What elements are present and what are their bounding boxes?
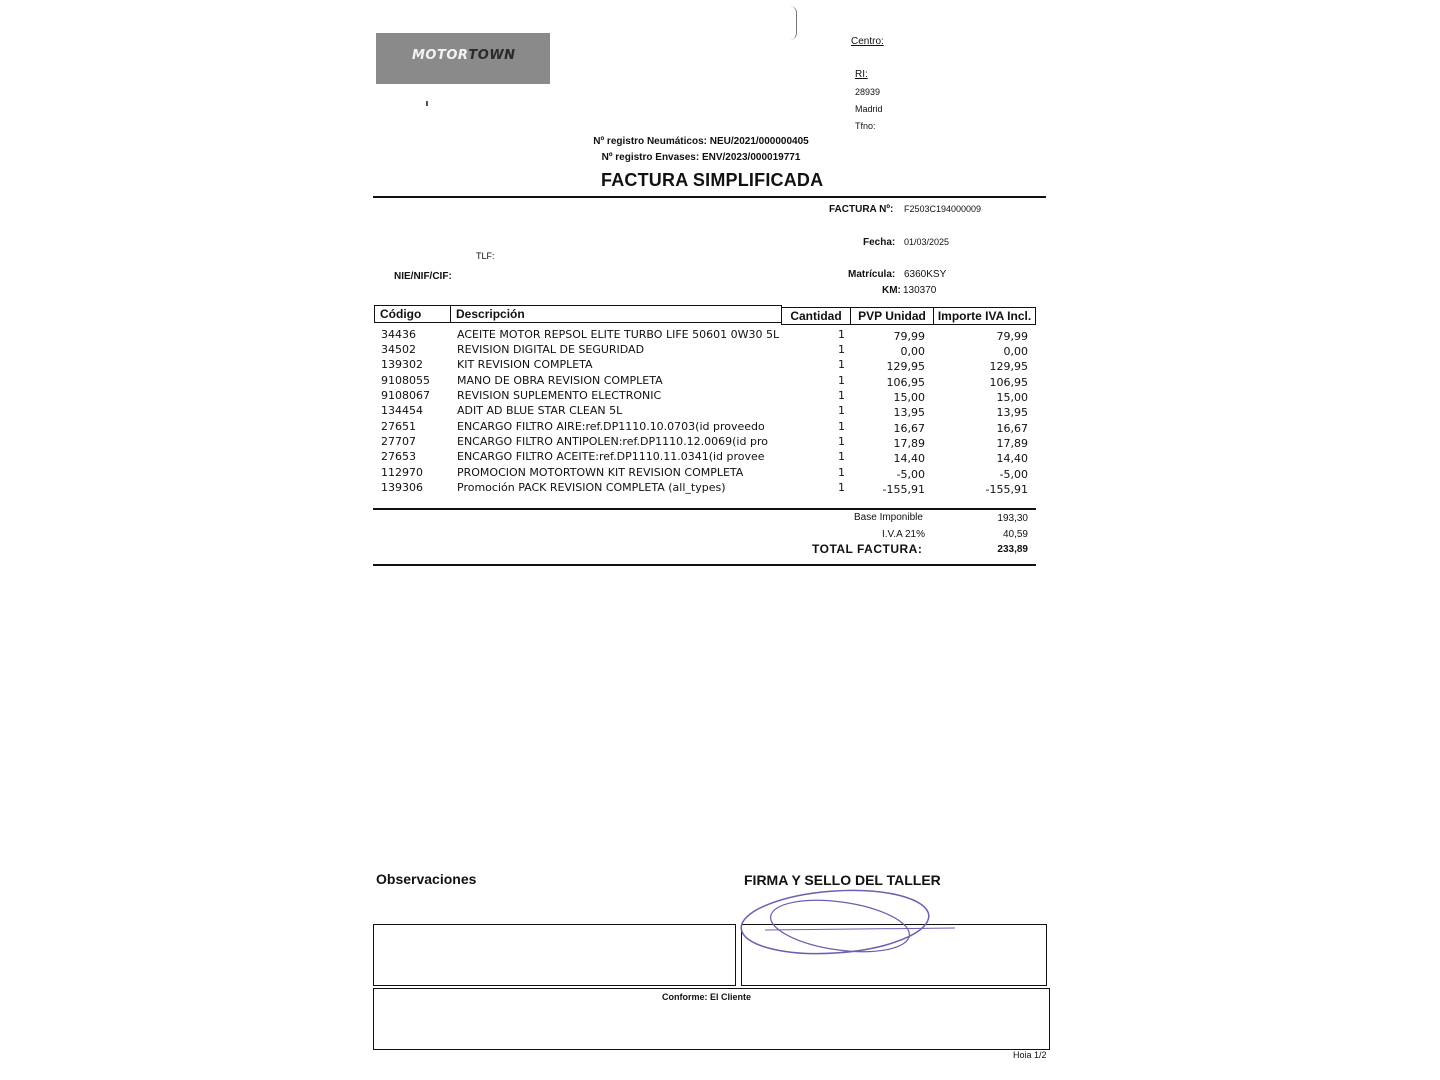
cell-pvp: 16,67 <box>893 422 925 435</box>
phone-label: Tfno: <box>855 121 876 131</box>
cell-pvp: -155,91 <box>882 483 925 496</box>
nif-label: NIE/NIF/CIF: <box>394 271 452 282</box>
table-row <box>380 435 1030 450</box>
cell-code: 9108055 <box>381 374 430 387</box>
cell-qty: 1 <box>838 358 845 371</box>
tlf-label: TLF: <box>476 251 495 261</box>
cell-qty: 1 <box>838 343 845 356</box>
page-title: FACTURA SIMPLIFICADA <box>601 170 824 190</box>
page-number: Hoia 1/2 <box>1013 1050 1047 1060</box>
cell-pvp: 15,00 <box>893 391 925 404</box>
plate-label: Matrícula: <box>848 269 896 280</box>
cell-desc: ACEITE MOTOR REPSOL ELITE TURBO LIFE 50601 0W30 5L <box>457 328 780 341</box>
city: Madrid <box>855 104 883 114</box>
cell-code: 9108067 <box>381 389 430 402</box>
motortown-logo <box>376 33 550 84</box>
cell-code: 27653 <box>381 450 416 463</box>
table-bottom-divider <box>373 508 1036 510</box>
cell-qty: 1 <box>838 389 845 402</box>
cell-importe: 17,89 <box>996 437 1028 450</box>
km-value: 130370 <box>903 285 937 296</box>
cell-importe: 14,40 <box>996 452 1028 465</box>
invoice-date: 01/03/2025 <box>904 237 950 247</box>
table-row <box>380 420 1030 435</box>
cell-code: 34502 <box>381 343 416 356</box>
cell-code: 27651 <box>381 420 416 433</box>
postal-code: 28939 <box>855 87 881 97</box>
cell-importe: 79,99 <box>996 330 1028 343</box>
table-row <box>380 358 1030 373</box>
ri-label: RI: <box>855 69 868 80</box>
cell-code: 27707 <box>381 435 416 448</box>
header-divider <box>373 196 1046 198</box>
cell-qty: 1 <box>838 481 845 494</box>
cell-desc: PROMOCION MOTORTOWN KIT REVISION COMPLETA <box>457 466 744 479</box>
cell-desc: ENCARGO FILTRO AIRE:ref.DP1110.10.0703(id proveedo <box>457 420 765 433</box>
signature-icon <box>735 884 975 964</box>
cell-pvp: 14,40 <box>893 452 925 465</box>
observaciones-label: Observaciones <box>376 871 477 887</box>
table-row <box>380 481 1030 496</box>
total-value: 233,89 <box>997 544 1028 555</box>
cell-qty: 1 <box>838 328 845 341</box>
cell-code: 139306 <box>381 481 423 494</box>
cell-desc: REVISION SUPLEMENTO ELECTRONIC <box>457 389 662 402</box>
table-row <box>380 404 1030 419</box>
cell-importe: 129,95 <box>989 360 1028 373</box>
registro-neumaticos: Nº registro Neumáticos: NEU/2021/000000405 <box>593 136 809 147</box>
header-quantity: Cantidad <box>781 307 851 325</box>
iva-label: I.V.A 21% <box>882 529 925 540</box>
base-label: Base Imponible <box>854 512 923 523</box>
observaciones-box <box>373 924 736 986</box>
conforme-box <box>373 988 1050 1050</box>
scan-mark <box>426 101 428 106</box>
cell-desc: ADIT AD BLUE STAR CLEAN 5L <box>457 404 623 417</box>
registro-envases: Nº registro Envases: ENV/2023/000019771 <box>601 152 801 163</box>
cell-desc: Promoción PACK REVISION COMPLETA (all_types) <box>457 481 726 494</box>
cell-pvp: 106,95 <box>886 376 925 389</box>
cell-code: 112970 <box>381 466 423 479</box>
cell-code: 139302 <box>381 358 423 371</box>
cell-qty: 1 <box>838 450 845 463</box>
table-row <box>380 343 1030 358</box>
plate-value: 6360KSY <box>904 269 947 280</box>
cell-desc: KIT REVISION COMPLETA <box>457 358 593 371</box>
table-row <box>380 328 1030 343</box>
firma-label: FIRMA Y SELLO DEL TALLER <box>744 872 941 888</box>
km-label: KM: <box>882 285 901 296</box>
cell-importe: -5,00 <box>999 468 1028 481</box>
table-row <box>380 389 1030 404</box>
cell-desc: ENCARGO FILTRO ACEITE:ref.DP1110.11.0341(id provee <box>457 450 765 463</box>
scan-mark <box>790 6 797 40</box>
conforme-label: Conforme: El Cliente <box>662 992 752 1002</box>
cell-importe: 15,00 <box>996 391 1028 404</box>
cell-qty: 1 <box>838 435 845 448</box>
invoice-number-label: FACTURA Nº: <box>829 204 894 215</box>
cell-pvp: 129,95 <box>886 360 925 373</box>
header-description: Descripción <box>450 305 782 323</box>
cell-desc: ENCARGO FILTRO ANTIPOLEN:ref.DP1110.12.0069(id pro <box>457 435 768 448</box>
total-label: TOTAL FACTURA: <box>812 542 923 556</box>
cell-importe: -155,91 <box>985 483 1028 496</box>
cell-pvp: 17,89 <box>893 437 925 450</box>
logo-text: MOTORTOWN <box>412 48 516 63</box>
cell-code: 34436 <box>381 328 416 341</box>
cell-importe: 106,95 <box>989 376 1028 389</box>
cell-desc: MANO DE OBRA REVISION COMPLETA <box>457 374 663 387</box>
table-row <box>380 450 1030 465</box>
table-row <box>380 374 1030 389</box>
cell-code: 134454 <box>381 404 423 417</box>
header-code: Código <box>374 305 451 323</box>
header-pvp: PVP Unidad <box>850 307 934 325</box>
cell-qty: 1 <box>838 374 845 387</box>
cell-pvp: 79,99 <box>893 330 925 343</box>
iva-value: 40,59 <box>1002 529 1028 540</box>
centro-label: Centro: <box>851 36 884 47</box>
totals-divider <box>373 564 1036 566</box>
cell-qty: 1 <box>838 404 845 417</box>
header-importe: Importe IVA Incl. <box>933 307 1036 325</box>
cell-desc: REVISION DIGITAL DE SEGURIDAD <box>457 343 645 356</box>
cell-pvp: 0,00 <box>900 345 925 358</box>
cell-importe: 13,95 <box>996 406 1028 419</box>
cell-importe: 0,00 <box>1003 345 1028 358</box>
table-row <box>380 466 1030 481</box>
cell-qty: 1 <box>838 420 845 433</box>
cell-qty: 1 <box>838 466 845 479</box>
base-value: 193,30 <box>997 513 1028 524</box>
cell-importe: 16,67 <box>996 422 1028 435</box>
cell-pvp: -5,00 <box>896 468 925 481</box>
cell-pvp: 13,95 <box>893 406 925 419</box>
date-label: Fecha: <box>863 237 896 248</box>
invoice-number: F2503C194000009 <box>904 204 982 214</box>
